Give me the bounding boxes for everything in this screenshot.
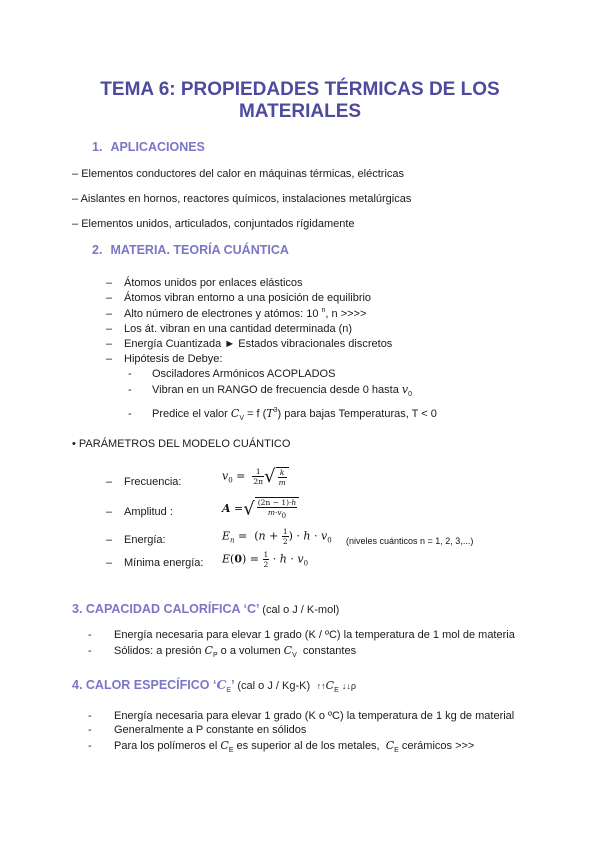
sub-list-item: - Vibran en un RANGO de frecuencia desde 0 hasta $v_0$: [128, 383, 413, 398]
energy-note: (niveles cuánticos n = 1, 2, 3,...): [346, 536, 474, 546]
list-item: – Los át. vibran en una cantidad determinada (n): [106, 323, 353, 335]
list-item: - Para los polímeros el $C_E$ es superior al de los metales, $C_E$ cerámicos >>>: [88, 739, 475, 754]
list-item: – Alto número de electrones y atómos: 10 $^n$, n >>>>: [106, 307, 367, 320]
list-item: – Aislantes en hornos, reactores químicos, instalaciones metalúrgicas: [72, 193, 412, 205]
page-title-line2: MATERIALES: [238, 101, 362, 122]
list-item: – Elementos unidos, articulados, conjuntados rígidamente: [72, 218, 355, 230]
formula-energia: $E_n = (n$ + $\frac{1}{2}$ ) · $h \cdot v_0$: [222, 527, 332, 546]
section-1-heading: [92, 140, 205, 154]
section-title: APLICACIONES: [110, 140, 205, 154]
list-item: – Átomos vibran entorno a una posición de equilibrio: [106, 292, 372, 304]
page-title: TEMA 6: PROPIEDADES TÉRMICAS DE LOS: [100, 79, 500, 100]
section-4-heading: 4. CALOR ESPECÍFICO ‘$C_E$’ (cal o J / Kg-K) $↑↑C_E$ ↓↓ρ: [72, 677, 356, 694]
param-label-minima: – Mínima energía:: [106, 557, 204, 569]
formula-frecuencia: $v_0$ = $\frac{1}{2\pi}$ √ $\frac{k}{m}$: [222, 466, 289, 487]
section-3-heading: 3. CAPACIDAD CALORÍFICA ‘C’ (cal o J / K-mol): [72, 602, 340, 616]
param-label-frecuencia: – Frecuencia:: [106, 476, 182, 488]
list-item: - Generalmente a P constante en sólidos: [88, 724, 307, 736]
list-item: - Energía necesaria para elevar 1 grado (K / ºC) la temperatura de 1 mol de materia: [88, 629, 515, 641]
sub-list-item: - Predice el valor $C_V = f$ $(T^3)$ para bajas Temperaturas, T < 0: [128, 407, 437, 422]
list-item: – Elementos conductores del calor en máquinas térmicas, eléctricas: [72, 168, 405, 180]
section-2-heading: [92, 243, 289, 257]
list-item: – Energía Cuantizada ► Estados vibracionales discretos: [106, 338, 393, 350]
params-heading: • PARÁMETROS DEL MODELO CUÁNTICO: [72, 438, 291, 450]
section-title: MATERIA. TEORÍA CUÁNTICA: [110, 243, 289, 257]
list-item: - Sólidos: a presión $C_P$ o a volumen $C_V$ constantes: [88, 644, 357, 659]
param-label-energia: – Energía:: [106, 534, 166, 546]
list-item: – Átomos unidos por enlaces elásticos: [106, 277, 303, 289]
formula-amplitud: A =√ $\frac{(2n - 1)\cdot h}{m\cdot v0}$: [222, 497, 299, 521]
sub-list-item: - Osciladores Armónicos ACOPLADOS: [128, 368, 336, 380]
param-label-amplitud: – Amplitud :: [106, 506, 173, 518]
list-item: - Energía necesaria para elevar 1 grado (K o ºC) la temperatura de 1 kg de material: [88, 710, 515, 722]
section-4-units: (cal o J / Kg-K): [237, 680, 311, 692]
section-number: 1.: [92, 140, 103, 154]
section-3-units: (cal o J / K-mol): [262, 604, 340, 616]
section-number: 2.: [92, 243, 103, 257]
list-item: – Hipótesis de Debye:: [106, 353, 223, 365]
formula-minima: E(0) = $\frac{1}{2}$ · $h \cdot v_0$: [222, 550, 309, 569]
